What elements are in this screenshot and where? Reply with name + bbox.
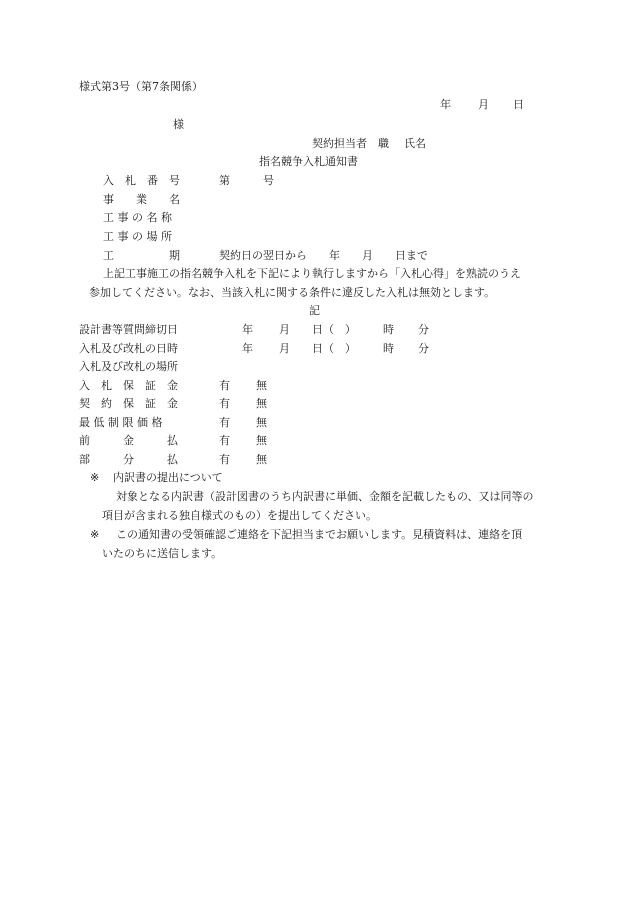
field-label-work-place: 工 事 の 場 所 <box>103 230 172 243</box>
field-label-project-name: 事 業 名 <box>103 193 180 206</box>
schedule-month: 月 <box>279 323 290 336</box>
note-mark: ※ <box>90 528 100 541</box>
document-title: 指名競争入札通知書 <box>259 155 358 168</box>
schedule-year: 年 <box>242 323 253 336</box>
field-value-period: 契約日の翌日から 年 月 日まで <box>219 249 428 262</box>
condition-label-advance-payment: 前 金 払 <box>79 434 178 447</box>
field-label-bid-number: 入 札 番 号 <box>103 174 180 187</box>
condition-no: 無 <box>256 397 267 410</box>
condition-yes: 有 <box>219 379 230 392</box>
note-line: 項目が含まれる独自様式のもの）を提出してください。 <box>102 509 377 522</box>
field-label-work-name: 工 事 の 名 称 <box>103 211 172 224</box>
condition-yes: 有 <box>219 397 230 410</box>
note-line: この通知書の受領確認ご連絡を下記担当までお願いします。見積資料は、連絡を頂 <box>116 528 523 541</box>
note-line: いたのちに送信します。 <box>102 547 223 560</box>
schedule-label-question-deadline: 設計書等質問締切日 <box>79 323 178 336</box>
schedule-day: 日（ ） <box>312 342 356 355</box>
body-text-line-2: 参加してください。なお、当該入札に関する条件に違反した入札は無効とします。 <box>89 286 496 299</box>
addressee: 様 <box>173 118 184 131</box>
condition-no: 無 <box>256 453 267 466</box>
date-day: 日 <box>513 98 524 111</box>
note-mark: ※ <box>90 471 100 484</box>
issuer-position: 職 <box>378 137 389 150</box>
condition-label-contract-deposit: 契 約 保 証 金 <box>79 397 178 410</box>
condition-no: 無 <box>256 379 267 392</box>
schedule-hour: 時 <box>383 323 394 336</box>
schedule-hour: 時 <box>383 342 394 355</box>
date-year: 年 <box>440 98 451 111</box>
place-label: 入札及び改札の場所 <box>79 360 178 373</box>
issuer-title: 契約担当者 <box>312 137 367 150</box>
note-line: 対象となる内訳書（設計図書のうち内訳書に単価、金額を記載したもの、又は同等の <box>116 490 534 503</box>
schedule-minute: 分 <box>418 323 429 336</box>
schedule-month: 月 <box>279 342 290 355</box>
form-number: 様式第3号（第7条関係） <box>79 80 203 93</box>
condition-label-partial-payment: 部 分 払 <box>79 453 178 466</box>
condition-yes: 有 <box>219 434 230 447</box>
note-heading: 内訳書の提出について <box>113 471 223 484</box>
condition-label-minimum-price: 最 低 制 限 価 格 <box>79 416 163 429</box>
schedule-minute: 分 <box>418 342 429 355</box>
condition-label-bid-deposit: 入 札 保 証 金 <box>79 379 178 392</box>
ki-heading: 記 <box>309 304 320 317</box>
field-label-period: 工 期 <box>103 249 180 262</box>
schedule-year: 年 <box>242 342 253 355</box>
field-value-bid-number: 第 号 <box>219 174 274 187</box>
condition-no: 無 <box>256 434 267 447</box>
date-month: 月 <box>478 98 489 111</box>
schedule-label-bid-opening: 入札及び改札の日時 <box>79 342 178 355</box>
condition-yes: 有 <box>219 416 230 429</box>
condition-yes: 有 <box>219 453 230 466</box>
condition-no: 無 <box>256 416 267 429</box>
schedule-day: 日（ ） <box>312 323 356 336</box>
issuer-name: 氏名 <box>404 137 426 150</box>
body-text-line-1: 上記工事施工の指名競争入札を下記により執行しますから「入札心得」を熟読のうえ <box>103 267 521 280</box>
